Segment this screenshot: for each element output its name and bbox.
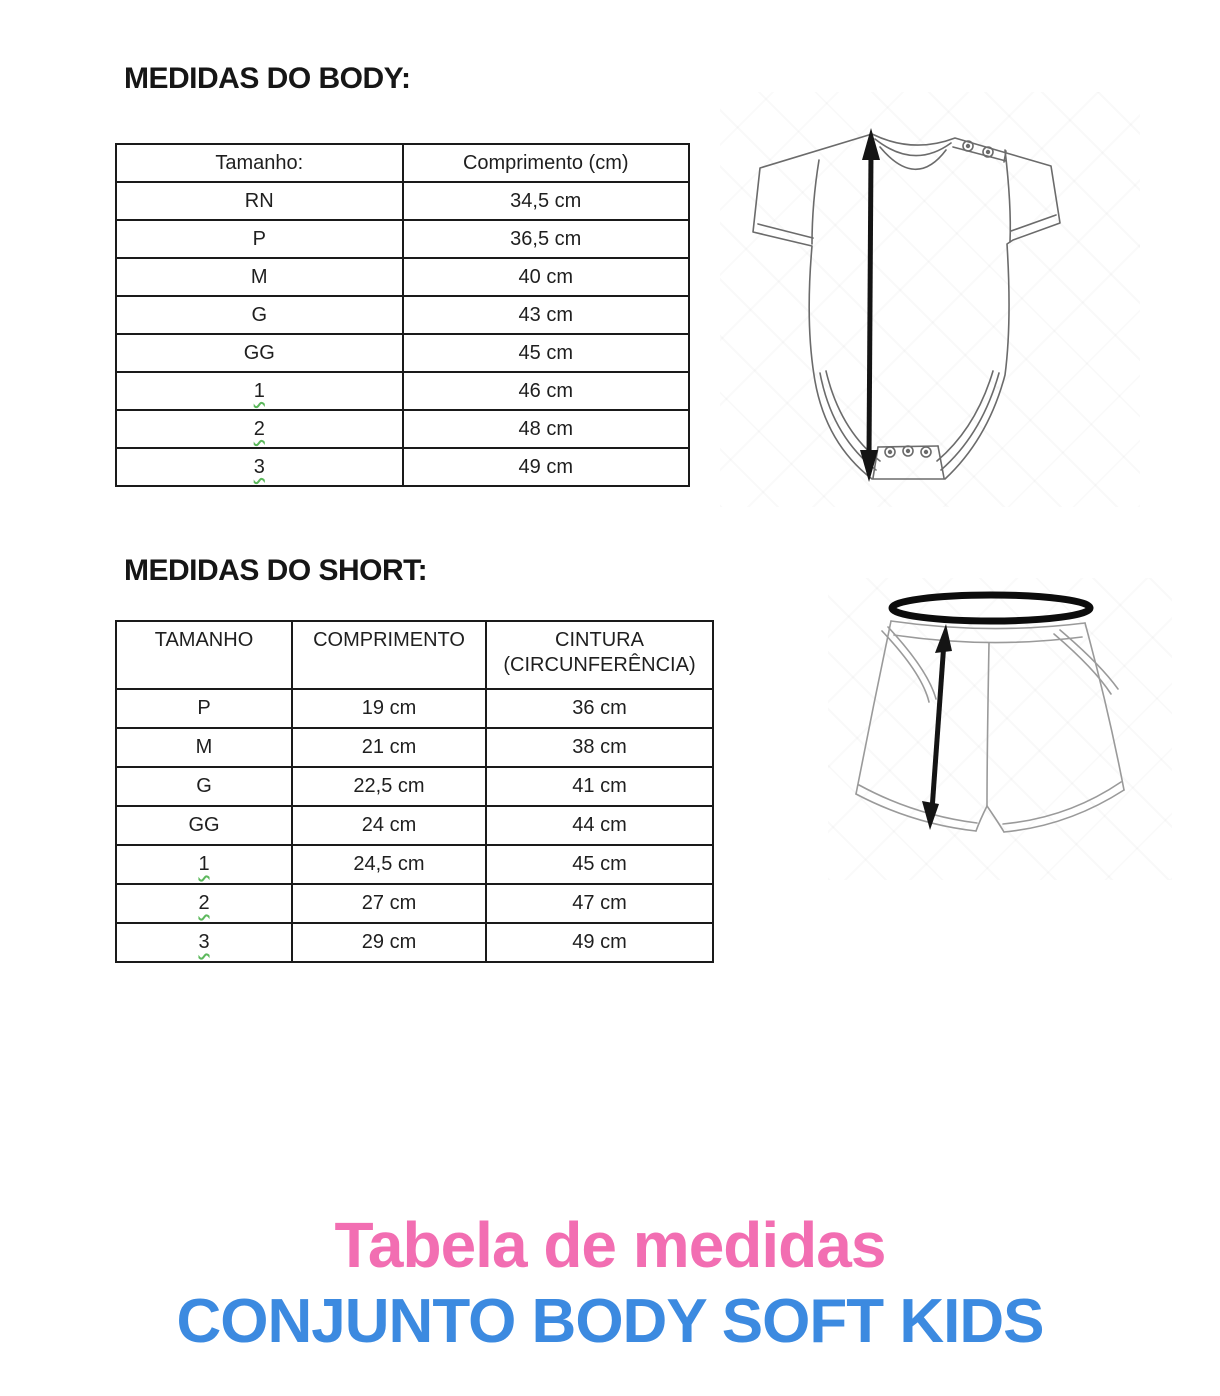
waist-ellipse-icon [892,595,1090,621]
table-header-row [116,621,713,689]
table-row [116,220,689,258]
table-row [116,806,713,845]
header-size: TAMANHO [116,621,292,689]
size-cell: GG [116,334,403,372]
length-cell: 24,5 cm [292,845,486,884]
table-row [116,448,689,486]
size-cell: G [116,767,292,806]
shorts-drawing [828,578,1172,880]
table-row [116,767,713,806]
table-row [116,372,689,410]
length-cell: 49 cm [403,448,690,486]
length-cell: 24 cm [292,806,486,845]
size-cell: M [116,258,403,296]
size-cell: RN [116,182,403,220]
size-cell: 1 [116,845,292,884]
footer-product-title: CONJUNTO BODY SOFT KIDS [176,1287,1044,1356]
size-cell: P [116,220,403,258]
length-cell: 27 cm [292,884,486,923]
table-row [116,728,713,767]
table-row [116,182,689,220]
size-cell: 3 [116,448,403,486]
body-section-title: MEDIDAS DO BODY: [124,62,411,95]
length-cell: 29 cm [292,923,486,962]
waist-cell: 44 cm [486,806,713,845]
header-waist: CINTURA (CIRCUNFERÊNCIA) [486,621,713,689]
header-length: COMPRIMENTO [292,621,486,689]
table-row [116,334,689,372]
length-cell: 48 cm [403,410,690,448]
size-cell: 3 [116,923,292,962]
header-size: Tamanho: [116,144,403,182]
size-cell: G [116,296,403,334]
length-cell: 22,5 cm [292,767,486,806]
waist-cell: 38 cm [486,728,713,767]
short-measurements-table [115,620,714,963]
table-row [116,296,689,334]
size-cell: P [116,689,292,728]
waist-cell: 49 cm [486,923,713,962]
length-cell: 43 cm [403,296,690,334]
length-cell: 19 cm [292,689,486,728]
baby-bodysuit-drawing [720,92,1140,507]
size-cell: M [116,728,292,767]
length-cell: 34,5 cm [403,182,690,220]
waist-cell: 47 cm [486,884,713,923]
length-cell: 45 cm [403,334,690,372]
table-row [116,258,689,296]
bodysuit-illustration [720,92,1140,507]
shorts-illustration [828,578,1172,880]
table-row [116,689,713,728]
short-section-title: MEDIDAS DO SHORT: [124,554,428,587]
size-cell: 2 [116,410,403,448]
waist-cell: 36 cm [486,689,713,728]
length-cell: 46 cm [403,372,690,410]
footer-subtitle: Tabela de medidas [334,1209,886,1281]
length-cell: 40 cm [403,258,690,296]
header-length: Comprimento (cm) [403,144,690,182]
length-arrow-icon [860,128,880,482]
table-row [116,845,713,884]
table-row [116,410,689,448]
size-cell: 1 [116,372,403,410]
length-cell: 36,5 cm [403,220,690,258]
length-arrow-icon [922,624,952,830]
length-cell: 21 cm [292,728,486,767]
table-row [116,884,713,923]
body-measurements-table [115,143,690,487]
size-cell: 2 [116,884,292,923]
table-header-row [116,144,689,182]
waist-cell: 45 cm [486,845,713,884]
size-cell: GG [116,806,292,845]
waist-cell: 41 cm [486,767,713,806]
table-row [116,923,713,962]
